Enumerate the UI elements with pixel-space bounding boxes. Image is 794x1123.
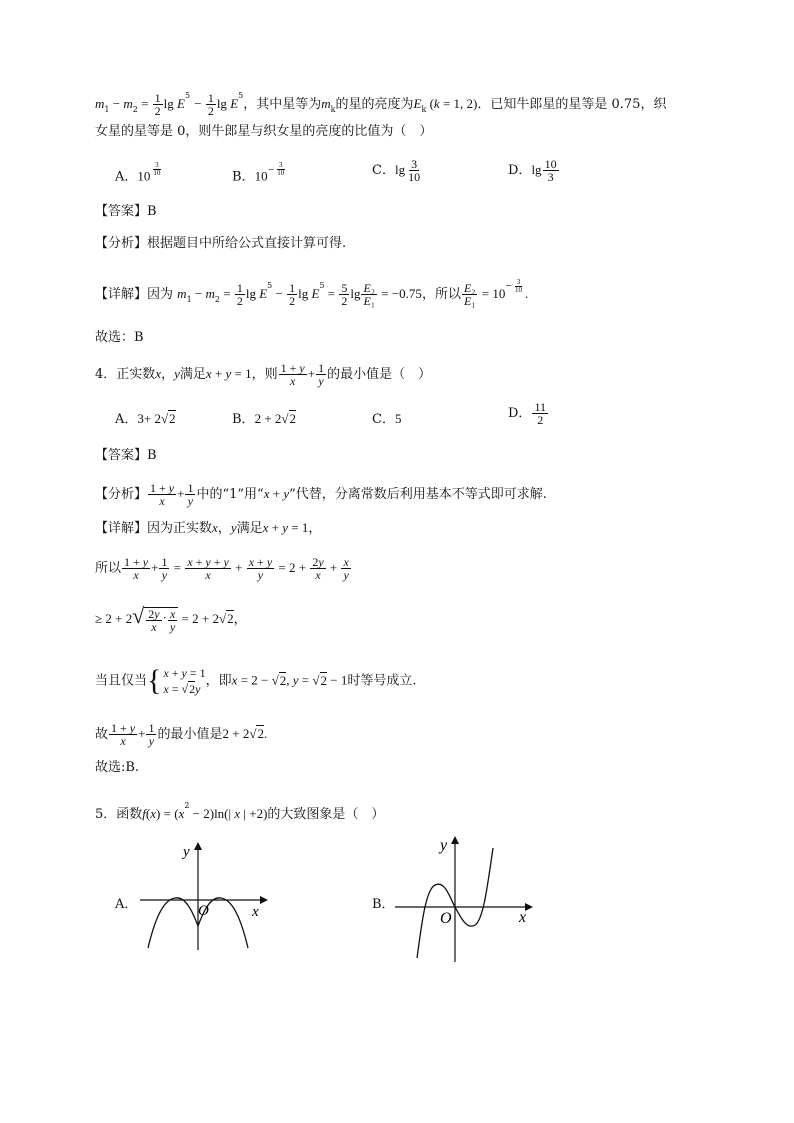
q4-step1: 所以 $\frac{1 + y}{x}$ + $\frac{1}{y}$ = $\frac{x + y + y}{x}$ + $\frac{x + y}{y}$ = 2 + $\frac{2y}{x}$ + $\frac{x}{y}$ bbox=[95, 555, 349, 582]
q5-graph-b[interactable] bbox=[395, 830, 535, 965]
detail-text: 因为正实数 bbox=[147, 521, 213, 536]
origin-label: O bbox=[440, 910, 452, 927]
q3-option-a-label: A． bbox=[115, 169, 138, 185]
answer-value: B bbox=[147, 448, 157, 463]
x-axis-arrow-icon bbox=[260, 896, 268, 904]
step-text: 故 bbox=[95, 727, 109, 742]
q4-option-a-label: A． bbox=[115, 412, 138, 427]
q4-stem: 4．正实数x，y满足x + y = 1，则 $\frac{1 + y}{x}$ + $\frac{1}{y}$ 的最小值是（ ） bbox=[95, 361, 432, 388]
analysis-tag: 【分析】 bbox=[95, 487, 148, 502]
detail-tag: 【详解】 bbox=[95, 287, 148, 302]
q3-option-b[interactable]: B．$10^{- \frac{3}{10}}$ bbox=[232, 161, 285, 185]
step-text: 所以 bbox=[95, 561, 122, 576]
step-text-2: 的最小值是 bbox=[157, 727, 223, 742]
q5-stem-a: 5．函数 bbox=[95, 807, 143, 822]
q3-analysis bbox=[95, 234, 346, 254]
q4-answer bbox=[95, 446, 157, 466]
q4-step2: ≥ 2 + 2√ $\frac{2y}{x}$ · $\frac{x}{y}$ = 2 + 2√2， bbox=[95, 603, 247, 634]
x-label: x bbox=[519, 909, 527, 926]
q4-stem-c: ，则 bbox=[251, 367, 278, 382]
q3-detail: 【详解】因为 $m_1 - m_2$ = $\frac{1}{2}$ $\lg E^5$ − $\frac{1}{2}$ $\lg E^5$ = $\frac{5}{2}$ lg $\frac{\text{E₂}}{\text{E₁}}$ = −0.75，所以 $\frac{\text{E₂}}{\text{E₁}}$ = $10^{- \frac{3}{10}}$ . bbox=[95, 277, 529, 308]
q4-step4: 故 $\frac{1 + y}{x}$ + $\frac{1}{y}$ 的最小值是2 + 2√2. bbox=[95, 721, 268, 748]
answer-value: B bbox=[147, 204, 157, 219]
q3-conclusion: 故选：B bbox=[95, 330, 144, 345]
detail-text-2: ，所以 bbox=[421, 287, 461, 302]
q3-text-b: 的星的亮度为 bbox=[335, 97, 414, 112]
q5-option-b-label[interactable]: B． bbox=[372, 897, 395, 912]
analysis-text: 根据题目中所给公式直接计算可得. bbox=[147, 236, 347, 251]
q3-text-c: ．已知牛郎星的星等是 0.75，织 bbox=[477, 97, 667, 112]
step-text: 当且仅当 bbox=[95, 673, 148, 689]
x-label: x bbox=[252, 904, 259, 920]
q5-stem-b: 的大致图象是（ ） bbox=[267, 807, 385, 822]
q3-option-a[interactable]: A．10 $^{\frac{3}{10}}$ bbox=[115, 161, 161, 185]
q3-option-b-label: B． bbox=[232, 169, 255, 185]
answer-tag: 【答案】 bbox=[95, 448, 148, 463]
detail-text-2: 满足 bbox=[236, 521, 263, 536]
q4-detail: 【详解】因为正实数x，y满足x + y = 1， bbox=[95, 520, 322, 536]
q4-option-d-label: D． bbox=[508, 406, 532, 421]
q4-option-b[interactable]: B．2 + 2√2 bbox=[232, 411, 297, 427]
y-axis-arrow-icon bbox=[194, 842, 202, 850]
q5-option-a-label[interactable]: A． bbox=[115, 897, 138, 912]
q5-graph-a[interactable] bbox=[140, 838, 270, 953]
q4-stem-b: 满足 bbox=[179, 367, 206, 382]
analysis-text-2: ”代替，分离常数后利用基本不等式即可求解. bbox=[289, 487, 547, 502]
q4-option-d[interactable]: D． $\frac{11}{2}$ bbox=[508, 400, 546, 427]
q4-option-c-label: C． bbox=[372, 412, 395, 427]
step-text-2: ，即 bbox=[205, 673, 232, 689]
step-text-3: 时等号成立. bbox=[347, 673, 417, 689]
q3-answer bbox=[95, 202, 157, 222]
q4-option-a[interactable]: A．3+ 2√2 bbox=[115, 411, 176, 427]
q3-text-a: ，其中星等为 bbox=[243, 97, 322, 112]
q3-option-c[interactable]: C．lg $\frac{3}{10}$ bbox=[372, 157, 421, 184]
q4-stem-d: 的最小值是（ ） bbox=[327, 367, 432, 382]
q4-conclusion: 故选:B. bbox=[95, 760, 140, 775]
q4-option-b-label: B． bbox=[232, 412, 255, 427]
q3-option-c-label: C． bbox=[372, 163, 395, 178]
q3-option-d[interactable]: D．lg $\frac{10}{3}$ bbox=[508, 157, 557, 184]
analysis-tag: 【分析】 bbox=[95, 236, 148, 251]
q4-option-c[interactable] bbox=[372, 408, 401, 427]
q4-option-c-value: 5 bbox=[394, 411, 402, 426]
x-axis-arrow-icon bbox=[525, 903, 533, 911]
detail-text: 因为 bbox=[147, 287, 174, 302]
y-axis-arrow-icon bbox=[451, 836, 459, 844]
y-label: y bbox=[440, 837, 448, 854]
q3-formula-line: $m_1 - m_2$ = $\frac{1}{2}$ $\lg E^5$ − $\frac{1}{2}$ $\lg E^5$，其中星等为$m_k$的星的亮度为$E_k$ (k = 1, 2)．已知牛郎星的星等是 0.75，织 bbox=[95, 91, 667, 118]
q4-step3: 当且仅当{ x + y = 1 x = √2y ，即x = 2 − √2, y = √2 − 1时等号成立. bbox=[95, 664, 417, 697]
y-label: y bbox=[183, 844, 190, 860]
q3-option-d-label: D． bbox=[508, 163, 532, 178]
origin-label: O bbox=[198, 903, 209, 919]
answer-tag: 【答案】 bbox=[95, 204, 148, 219]
q5-stem: 5．函数$f(x) = (x^2 - 2)\ln(|$ x | +2)的大致图象是（ ） bbox=[95, 801, 385, 822]
q4-stem-a: 4．正实数 bbox=[95, 367, 156, 382]
analysis-text: 中的“1”用“ bbox=[196, 487, 264, 502]
detail-tag: 【详解】 bbox=[95, 521, 148, 536]
q4-analysis: 【分析】 $\frac{1 + y}{x}$ + $\frac{1}{y}$ 中的“1”用“x + y”代替，分离常数后利用基本不等式即可求解. bbox=[95, 481, 547, 508]
q3-stem-line2: 女星的星等是 0，则牛郎星与织女星的亮度的比值为（ ） bbox=[95, 124, 433, 139]
